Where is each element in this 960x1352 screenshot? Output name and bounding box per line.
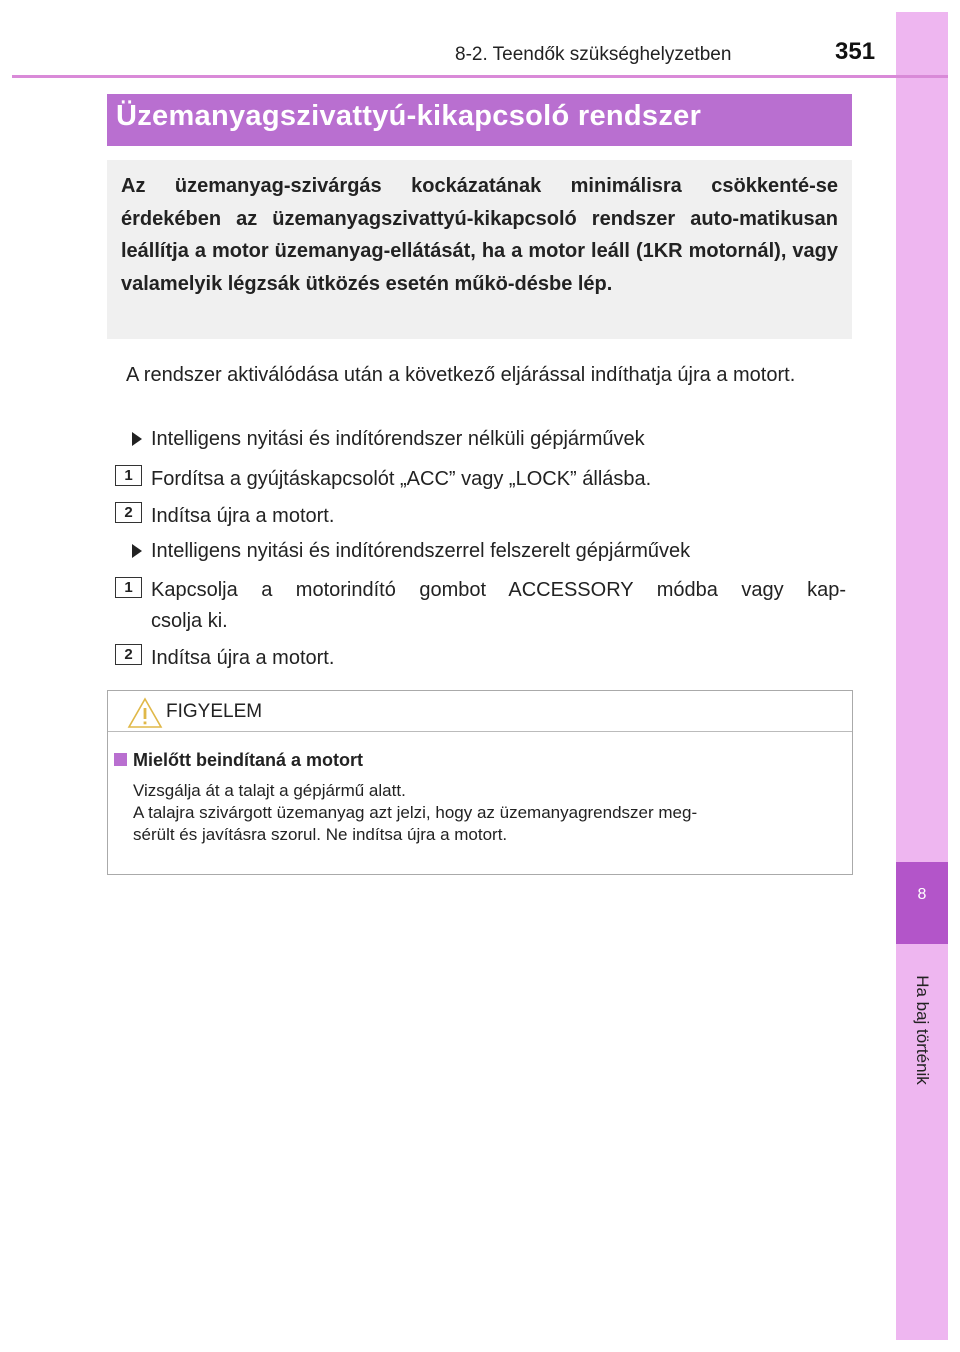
warning-line: A talajra szivárgott üzemanyag azt jelzi, hogy az üzemanyagrendszer meg- (133, 803, 698, 822)
step-number-badge: 1 (115, 577, 142, 598)
warning-box (107, 690, 853, 875)
warning-heading (114, 750, 363, 771)
step-number-badge: 1 (115, 465, 142, 486)
chapter-number: 8 (917, 886, 927, 903)
step-text: Fordítsa a gyújtáskapcsolót „ACC” vagy „LOCK” állásba. (151, 468, 652, 490)
triangle-bullet-icon (132, 432, 142, 446)
section-title: Üzemanyagszivattyú-kikapcsoló rendszer (116, 100, 702, 132)
chapter-label: Ha baj történik (913, 975, 932, 1085)
warning-divider (108, 731, 852, 732)
header-rule (12, 75, 948, 78)
warning-line: sérült és javításra szorul. Ne indítsa újra a motort. (133, 825, 508, 844)
subheading-text: Intelligens nyitási és indítórendszer nélküli gépjárművek (151, 428, 645, 450)
square-bullet-icon (114, 753, 127, 766)
triangle-bullet-icon (132, 544, 142, 558)
step-text-line: Kapcsolja a motorindító gombot ACCESSORY módba vagy kap- (151, 579, 846, 601)
subheading-text: Intelligens nyitási és indítórendszerrel felszerelt gépjárművek (151, 540, 691, 562)
warning-heading-text: Mielőtt beindítaná a motort (133, 750, 364, 770)
subheading-with-smart-key (132, 540, 690, 563)
intro-text: Az üzemanyag-szivárgás kockázatának minimálisra csökkenté-se érdekében az üzemanyagszivattyú-kikapcsoló rendszer auto-matikusan leállítja a motor üzemanyag-ellátását, ha a motor leáll (1KR motornál), vagy valamelyik légzsák ütközés esetén műkö-désbe lép. (121, 175, 838, 295)
body-paragraph: A rendszer aktiválódása után a következő eljárással indíthatja újra a motort. (126, 364, 796, 386)
page-number: 351 (835, 38, 876, 65)
warning-line: Vizsgálja át a talajt a gépjármű alatt. (133, 781, 406, 800)
warning-title: FIGYELEM (166, 701, 263, 722)
step-text: Indítsa újra a motort. (151, 647, 335, 669)
step-text-line: csolja ki. (151, 610, 228, 632)
step-text (151, 575, 846, 637)
chapter-tab-strip (896, 12, 948, 1340)
step-number-badge: 2 (115, 502, 142, 523)
running-header: 8-2. Teendők szükséghelyzetben (455, 44, 732, 65)
step-text: Indítsa újra a motort. (151, 505, 335, 527)
warning-body (133, 780, 843, 846)
warning-triangle-icon (127, 697, 163, 734)
step-number-badge: 2 (115, 644, 142, 665)
subheading-without-smart-key (132, 428, 645, 451)
